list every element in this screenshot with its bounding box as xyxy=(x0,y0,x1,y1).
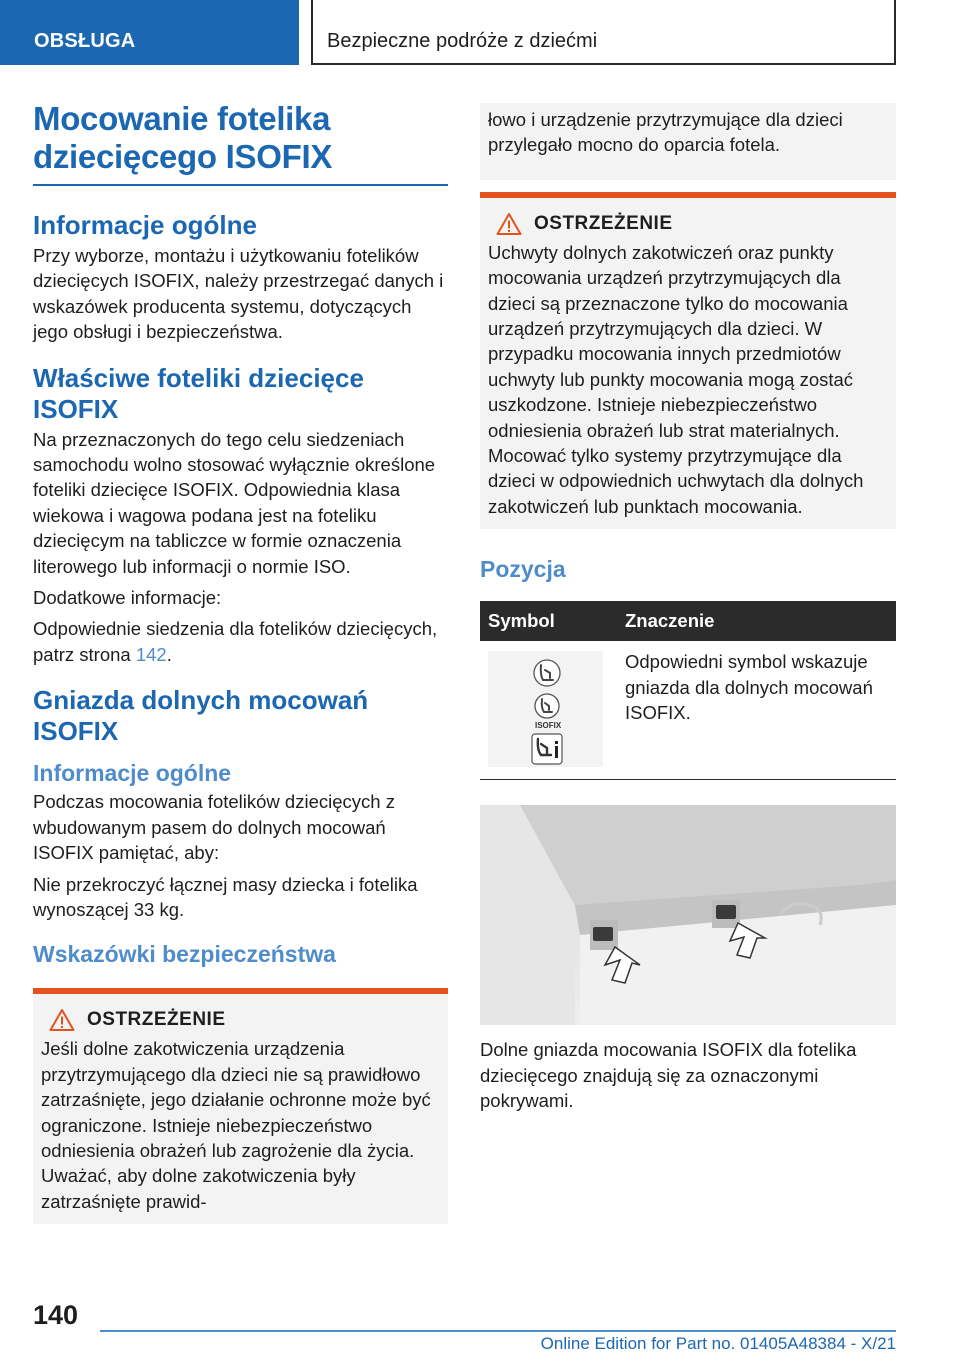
col-meaning-header: Znaczenie xyxy=(617,601,896,641)
table-header-row xyxy=(480,601,896,641)
page-reference-link[interactable]: 142 xyxy=(135,643,167,665)
warning-box xyxy=(33,988,448,1224)
isofix-symbol-label: ISOFIX xyxy=(535,721,562,731)
right-column xyxy=(480,100,896,1114)
warning-title-2: OSTRZEŻENIE xyxy=(534,212,673,234)
page-number: 140 xyxy=(33,1300,79,1330)
warning-text-2: Uchwyty dolnych zakotwiczeń oraz punkty mocowania urządzeń przytrzymujących dla dzieci są przeznaczone tylko do mocowania urządzeń przytrzymujących dla dzieci. W przypadku mocowania innych przedmiotów uchwyty lub punkty mocowania mogą zostać uszkodzone. Istnieje niebezpieczeństwo odniesienia obrażeń lub strat materialnych. Mocować tylko systemy przytrzymujące dla dzieci w odpowiednich uchwytach dla dolnych zakotwiczeń lub punktach mocowania. xyxy=(488,241,864,517)
warning-continuation-text: łowo i urządzenie przytrzymujące dla dzieci przylegało mocno do oparcia fotela. xyxy=(488,109,843,156)
left-column xyxy=(33,100,448,1224)
symbol-cell xyxy=(480,641,617,777)
footer-edition: Online Edition for Part no. 01405A48384 - X/21 xyxy=(540,1334,896,1353)
symbol-table xyxy=(480,601,896,777)
table-row xyxy=(480,641,896,777)
general-heading: Informacje ogólne xyxy=(33,210,257,240)
section-label: OBSŁUGA xyxy=(34,30,136,52)
sockets-text-1: Podczas mocowania fotelików dziecięcych z wbudowanym pasem do dolnych mocowań ISOFIX pamiętać, aby: xyxy=(33,791,395,864)
section-tab xyxy=(0,0,299,65)
title-divider xyxy=(33,184,448,186)
seat-anchor-illustration xyxy=(480,805,896,1025)
seat-photo xyxy=(480,805,896,1025)
warning-triangle-icon xyxy=(496,212,522,236)
proper-seats-heading: Właściwe foteliki dziecięce ISOFIX xyxy=(33,362,364,424)
table-bottom-rule xyxy=(480,779,896,780)
warning-title: OSTRZEŻENIE xyxy=(87,1009,226,1031)
col-symbol-header: Symbol xyxy=(480,601,617,641)
sockets-text-2: Nie przekroczyć łącznej masy dziecka i fotelika wynoszącej 33 kg. xyxy=(33,873,418,920)
child-seat-symbol-icon xyxy=(488,651,603,767)
additional-info-text: Odpowiednie siedzenia dla fotelików dziecięcych, patrz strona 142. xyxy=(33,618,438,665)
warning-continuation-box xyxy=(480,103,896,180)
general-text: Przy wyborze, montażu i użytkowaniu fotelików dziecięcych ISOFIX, należy przestrzegać danych i wskazówek producenta systemu, dotyczących jego obsługi i bezpieczeństwa. xyxy=(33,245,444,343)
footer-divider xyxy=(100,1330,896,1332)
page-title: Mocowanie fotelika dziecięcego ISOFIX xyxy=(33,100,333,175)
safety-heading: Wskazówki bezpieczeństwa xyxy=(33,941,336,968)
chapter-title: Bezpieczne podróże z dziećmi xyxy=(327,30,598,52)
sockets-general-heading: Informacje ogólne xyxy=(33,760,232,787)
warning-box-2 xyxy=(480,192,896,529)
chapter-header xyxy=(311,0,896,65)
meaning-cell: Odpowiedni symbol wskazuje gniazda dla dolnych mocowań ISOFIX. xyxy=(625,651,873,724)
proper-seats-text: Na przeznaczonych do tego celu siedzeniach samochodu wolno stosować wyłącznie określone foteliki dziecięce ISOFIX. Odpowiednia klasa wiekowa i wagowa podana jest na foteliku dziecięcym na tabliczce w formie oznaczenia literowego lub informacji o normie ISO. xyxy=(33,428,436,577)
symbol-box xyxy=(488,651,603,767)
photo-caption: Dolne gniazda mocowania ISOFIX dla fotelika dziecięcego znajdują się za oznaczonymi pokrywami. xyxy=(480,1039,857,1112)
warning-text: Jeśli dolne zakotwiczenia urządzenia przytrzymującego dla dzieci nie są prawidłowo zatrzaśnięte, jego działanie ochronne może być ograniczone. Istnieje niebezpieczeństwo odniesienia obrażeń lub zagrożenie dla życia. Uważać, aby dolne zakotwiczenia były zatrzaśnięte prawid- xyxy=(41,1038,431,1212)
warning-triangle-icon xyxy=(49,1008,75,1032)
additional-info-label: Dodatkowe informacje: xyxy=(33,587,222,609)
position-heading: Pozycja xyxy=(480,556,566,583)
sockets-heading: Gniazda dolnych mocowań ISOFIX xyxy=(33,685,369,747)
